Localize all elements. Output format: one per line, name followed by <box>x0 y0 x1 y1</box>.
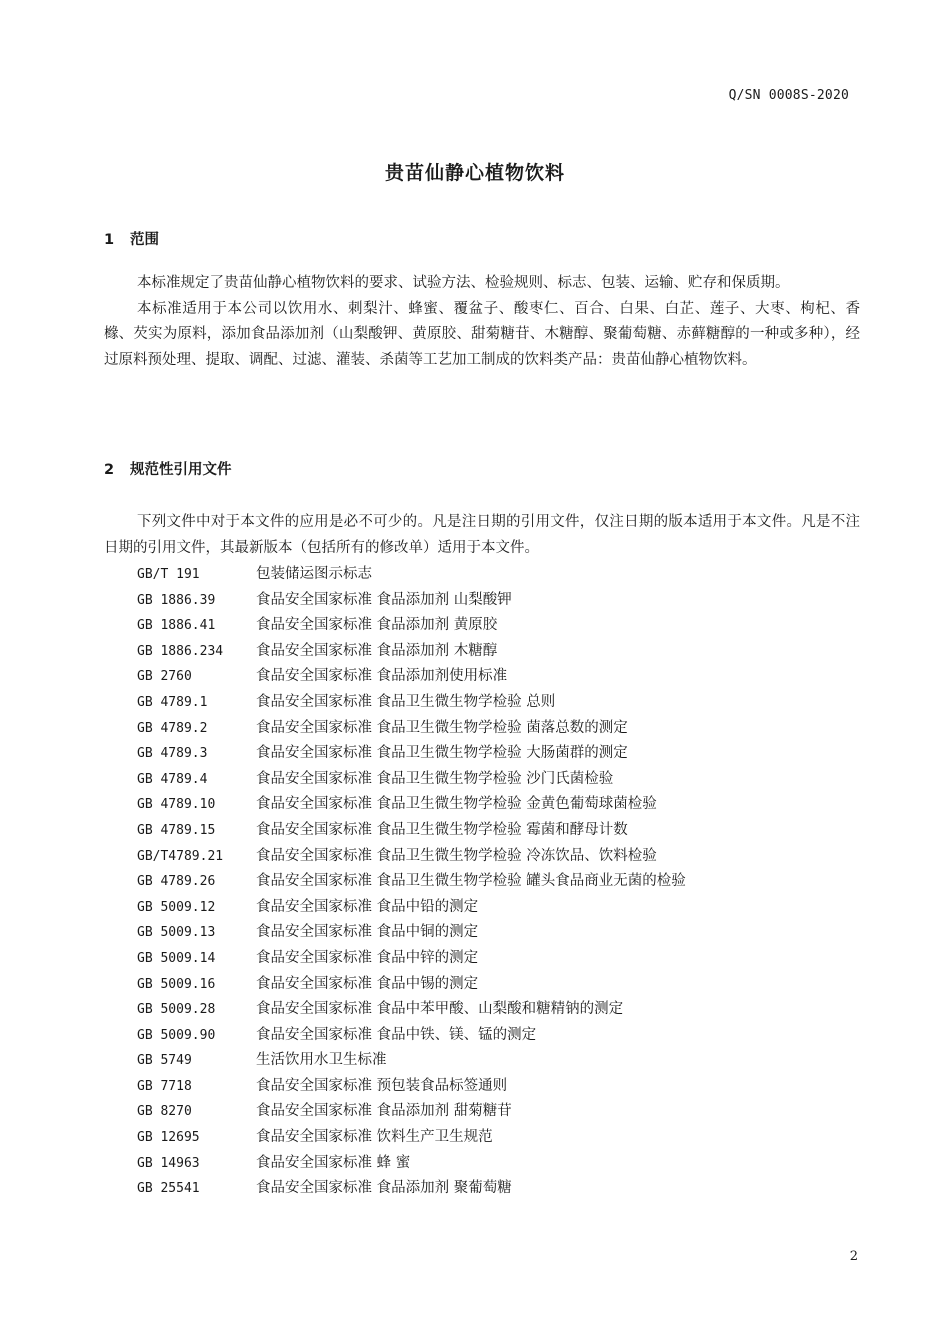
reference-code: GB 1886.41 <box>137 618 216 634</box>
reference-title: 生活饮用水卫生标准 <box>256 1052 387 1069</box>
reference-item <box>137 588 837 614</box>
reference-title: 食品安全国家标准 蜂 蜜 <box>256 1154 411 1171</box>
reference-item <box>137 869 837 895</box>
reference-title: 食品安全国家标准 食品中锡的测定 <box>256 975 479 992</box>
reference-code: GB 5009.90 <box>137 1027 216 1043</box>
reference-item <box>137 741 837 767</box>
reference-item <box>137 997 837 1023</box>
reference-title: 食品安全国家标准 食品卫生微生物学检验 冷冻饮品、饮料检验 <box>256 847 657 864</box>
reference-code: GB 1886.39 <box>137 592 216 608</box>
reference-code: GB 5009.13 <box>137 925 216 941</box>
reference-title: 食品安全国家标准 食品中铁、镁、锰的测定 <box>256 1026 537 1043</box>
reference-code: GB 4789.3 <box>137 746 208 762</box>
reference-item <box>137 1099 837 1125</box>
reference-title: 食品安全国家标准 食品添加剂 甜菊糖苷 <box>256 1103 512 1120</box>
section-number: 1 <box>104 232 115 248</box>
section-heading-normative-references <box>104 458 232 479</box>
reference-item <box>137 844 837 870</box>
reference-item <box>137 1074 837 1100</box>
page-number: 2 <box>849 1249 858 1264</box>
reference-code: GB 5009.12 <box>137 899 216 915</box>
reference-title: 食品安全国家标准 食品中锌的测定 <box>256 949 479 966</box>
section-heading-text: 规范性引用文件 <box>130 462 232 478</box>
reference-title: 食品安全国家标准 食品卫生微生物学检验 沙门氏菌检验 <box>256 770 614 787</box>
reference-title: 食品安全国家标准 食品添加剂 黄原胶 <box>256 617 498 634</box>
reference-title: 食品安全国家标准 食品添加剂 木糖醇 <box>256 642 498 659</box>
reference-title: 食品安全国家标准 食品卫生微生物学检验 霉菌和酵母计数 <box>256 821 628 838</box>
reference-item <box>137 690 837 716</box>
reference-item <box>137 895 837 921</box>
reference-title: 食品安全国家标准 食品卫生微生物学检验 罐头食品商业无菌的检验 <box>256 873 686 890</box>
document-code: Q/SN 0008S-2020 <box>728 88 849 103</box>
reference-title: 食品安全国家标准 食品卫生微生物学检验 菌落总数的测定 <box>256 719 628 736</box>
reference-title: 包装储运图示标志 <box>256 566 372 582</box>
section-heading-scope <box>104 228 159 249</box>
reference-code: GB 5749 <box>137 1053 192 1069</box>
reference-code: GB 7718 <box>137 1078 192 1094</box>
reference-title: 食品安全国家标准 食品卫生微生物学检验 总则 <box>256 693 556 710</box>
document-title: 贵苗仙静心植物饮料 <box>384 162 565 184</box>
reference-item <box>137 562 837 588</box>
reference-code: GB 5009.16 <box>137 976 216 992</box>
reference-code: GB 1886.234 <box>137 643 224 659</box>
reference-title: 食品安全国家标准 食品添加剂使用标准 <box>256 668 508 685</box>
paragraph: 下列文件中对于本文件的应用是必不可少的。凡是注日期的引用文件，仅注日期的版本适用于本文件。凡是不注日期的引用文件，其最新版本（包括所有的修改单）适用于本文件。 <box>104 514 860 556</box>
reference-title: 食品安全国家标准 食品卫生微生物学检验 大肠菌群的测定 <box>256 745 628 762</box>
reference-item <box>137 818 837 844</box>
reference-title: 食品安全国家标准 食品卫生微生物学检验 金黄色葡萄球菌检验 <box>256 796 657 813</box>
reference-title: 食品安全国家标准 食品中铅的测定 <box>256 898 479 915</box>
reference-title: 食品安全国家标准 预包装食品标签通则 <box>256 1077 508 1094</box>
reference-code: GB 5009.28 <box>137 1002 216 1018</box>
reference-item <box>137 792 837 818</box>
reference-code: GB 8270 <box>137 1104 192 1120</box>
reference-item <box>137 639 837 665</box>
reference-code: GB 14963 <box>137 1155 200 1171</box>
reference-code: GB 12695 <box>137 1130 200 1146</box>
reference-item <box>137 972 837 998</box>
reference-item <box>137 613 837 639</box>
reference-item <box>137 1048 837 1074</box>
reference-item <box>137 920 837 946</box>
reference-code: GB 4789.1 <box>137 694 208 710</box>
reference-code: GB 25541 <box>137 1181 200 1197</box>
reference-item <box>137 1176 837 1202</box>
references-intro <box>104 510 860 561</box>
reference-code: GB 4789.2 <box>137 720 208 736</box>
paragraph: 本标准适用于本公司以饮用水、刺梨汁、蜂蜜、覆盆子、酸枣仁、百合、白果、白芷、莲子、大枣、枸杞、香橼、芡实为原料，添加食品添加剂（山梨酸钾、黄原胶、甜菊糖苷、木糖醇、聚葡萄糖、赤藓糖醇的一种或多种），经过原料预处理、提取、调配、过滤、灌装、杀菌等工艺加工制成的饮料类产品：贵苗仙静心植物饮料。 <box>104 300 860 368</box>
reference-code: GB 2760 <box>137 669 192 685</box>
reference-item <box>137 716 837 742</box>
reference-title: 食品安全国家标准 食品添加剂 山梨酸钾 <box>256 591 512 608</box>
paragraph: 本标准规定了贵苗仙静心植物饮料的要求、试验方法、检验规则、标志、包装、运输、贮存和保质期。 <box>137 275 790 291</box>
reference-code: GB 4789.4 <box>137 771 208 787</box>
reference-item <box>137 1151 837 1177</box>
reference-code: GB 4789.15 <box>137 822 216 838</box>
reference-title: 食品安全国家标准 食品添加剂 聚葡萄糖 <box>256 1180 512 1197</box>
reference-code: GB 5009.14 <box>137 950 216 966</box>
reference-list <box>137 562 837 1202</box>
reference-item <box>137 1125 837 1151</box>
reference-title: 食品安全国家标准 食品中铜的测定 <box>256 924 479 941</box>
reference-code: GB/T 191 <box>137 567 200 582</box>
section-heading-text: 范围 <box>130 232 159 248</box>
reference-item <box>137 767 837 793</box>
reference-code: GB 4789.26 <box>137 874 216 890</box>
reference-item <box>137 664 837 690</box>
reference-title: 食品安全国家标准 食品中苯甲酸、山梨酸和糖精钠的测定 <box>256 1001 624 1018</box>
section-number: 2 <box>104 462 115 478</box>
reference-code: GB/T4789.21 <box>137 848 224 864</box>
reference-title: 食品安全国家标准 饮料生产卫生规范 <box>256 1129 493 1146</box>
reference-item <box>137 1023 837 1049</box>
scope-body <box>104 271 860 373</box>
reference-item <box>137 946 837 972</box>
reference-code: GB 4789.10 <box>137 797 216 813</box>
